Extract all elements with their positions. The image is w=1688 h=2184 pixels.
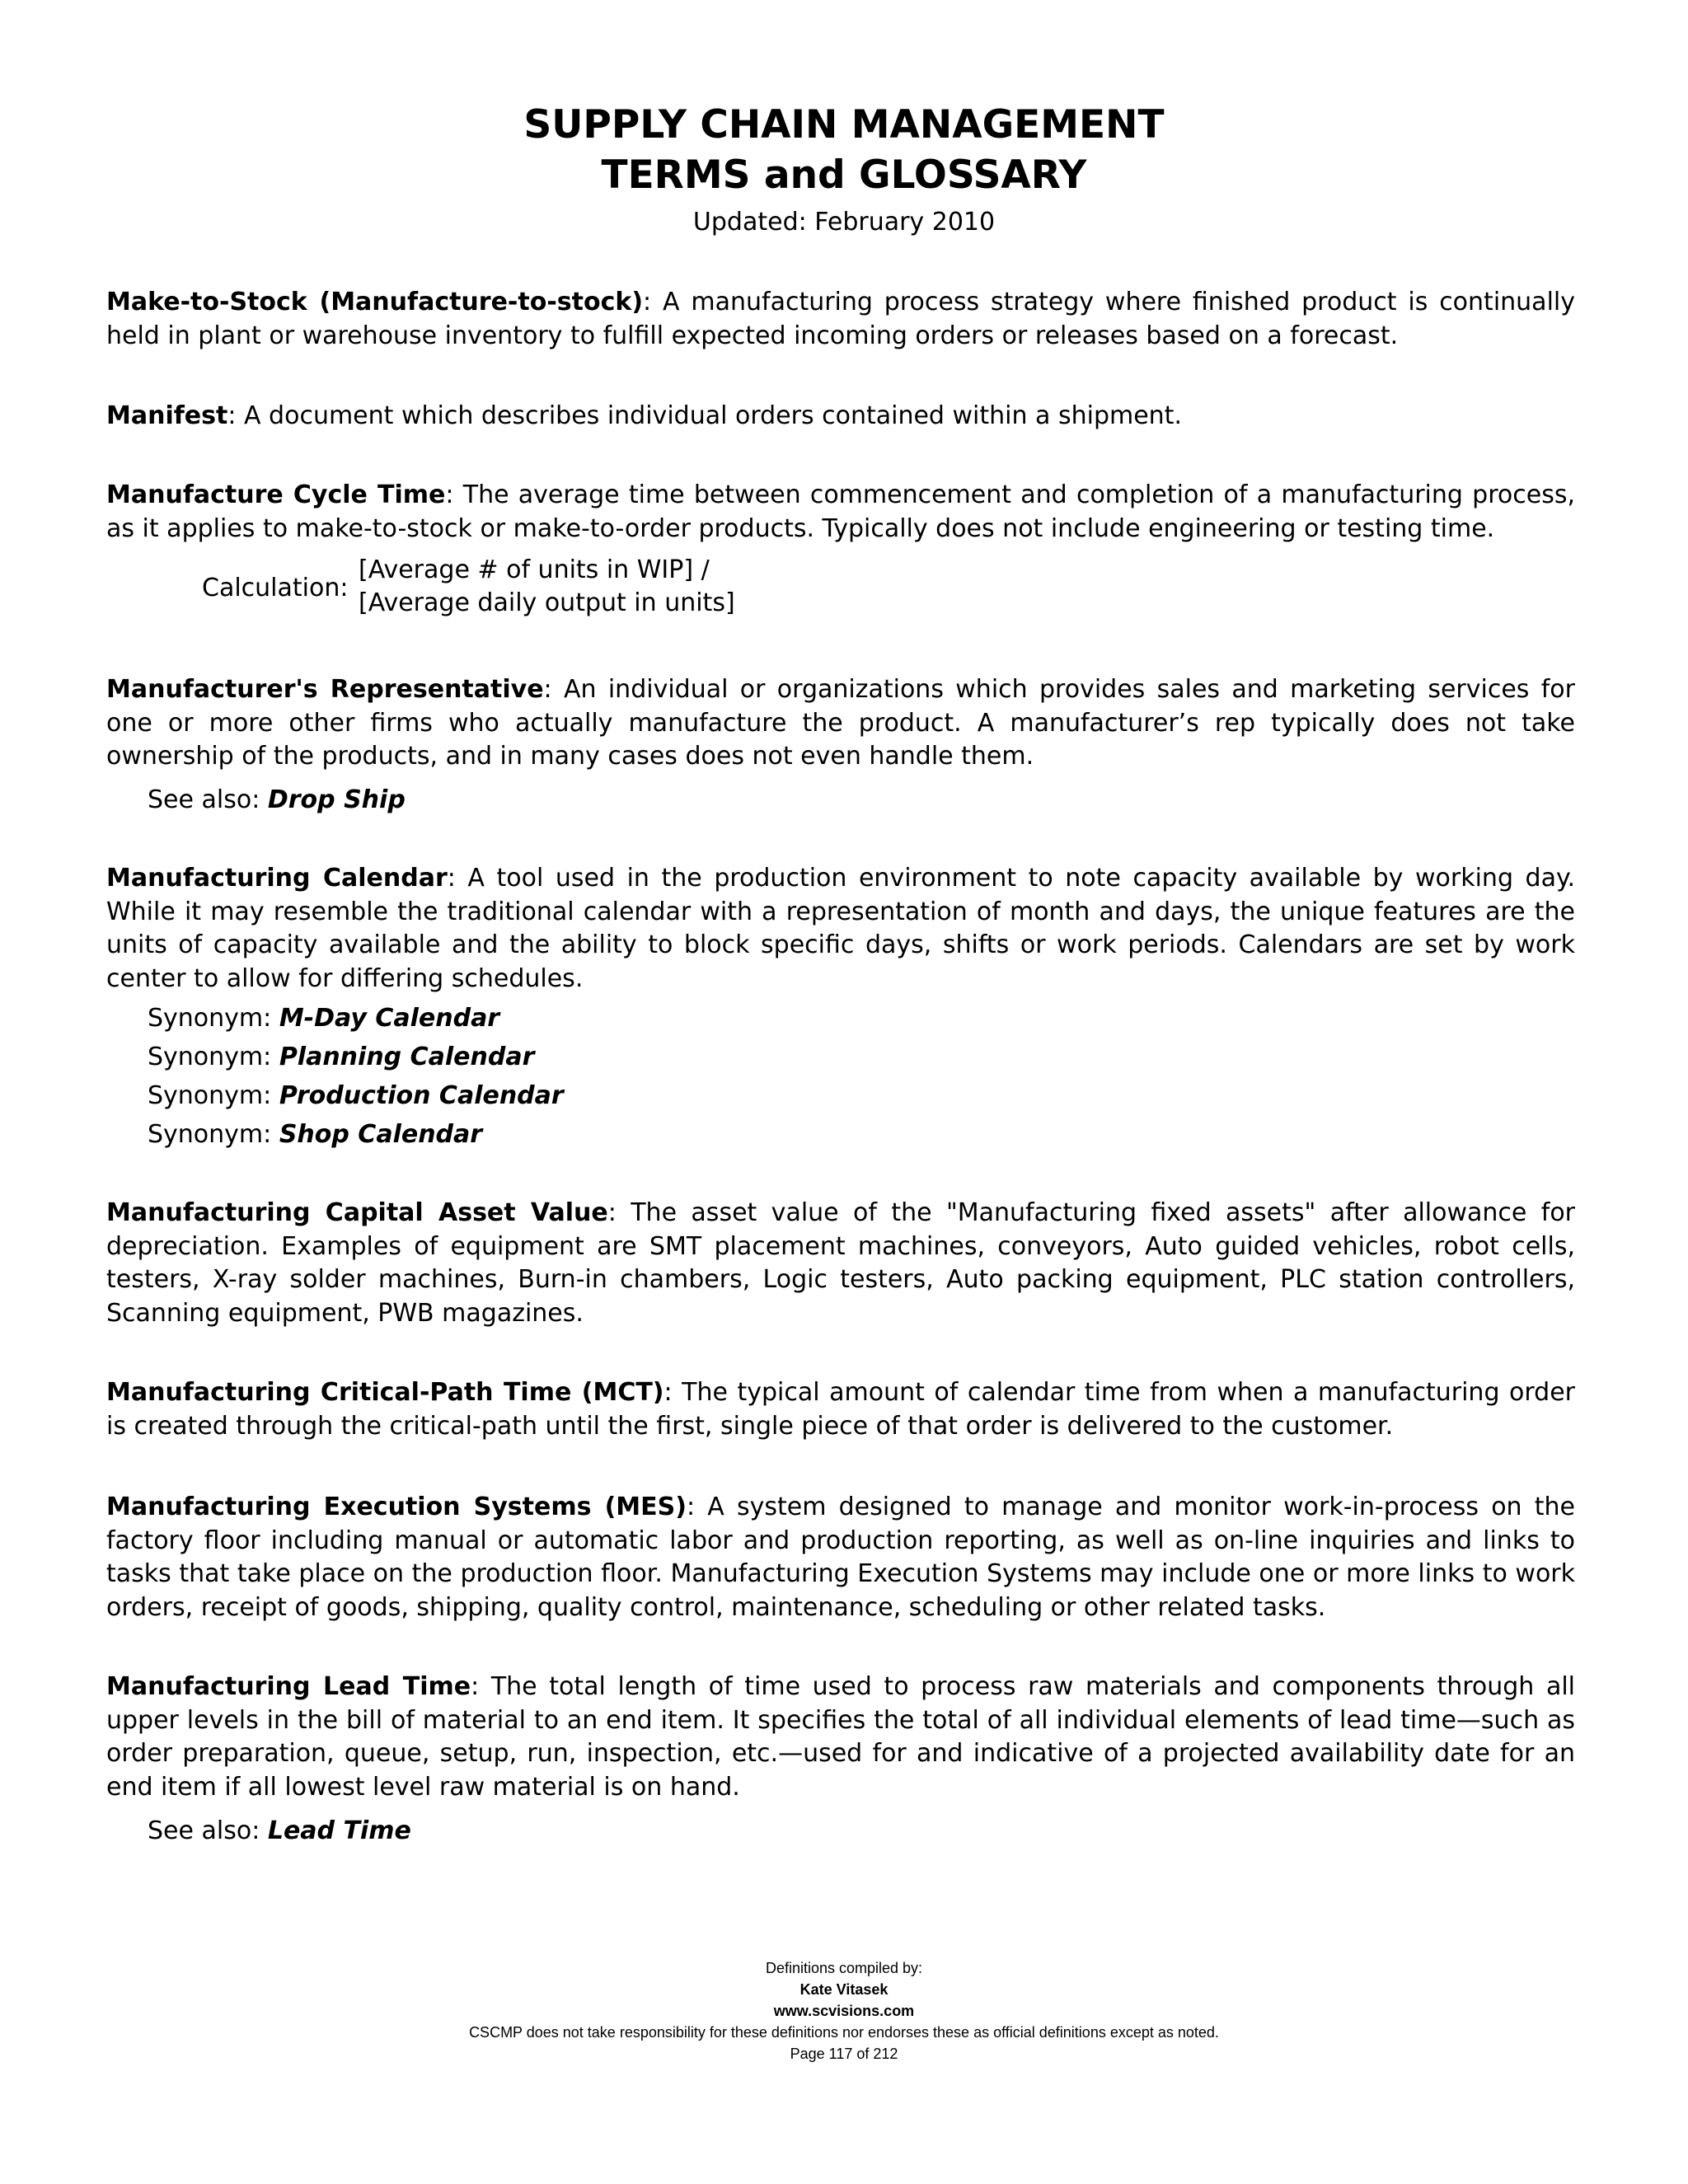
see-also [148,1815,411,1848]
glossary-entry-manufacturing-critical-path-time [106,1376,1575,1443]
synonym-link[interactable]: Production Calendar [279,1081,564,1110]
glossary-entry-manifest [106,400,1575,434]
glossary-entry-manufacturing-calendar [106,862,1575,996]
disclaimer: CSCMP does not take responsibility for these definitions nor endorses these as official definitions except as noted. [469,2024,1219,2041]
term: Manifest [106,401,228,430]
page-subtitle: TERMS and GLOSSARY [601,152,1087,198]
calculation-numerator: [Average # of units in WIP] / [359,555,710,584]
term: Manufacturer's Representative [106,675,544,704]
page-number: Page 117 of 212 [790,2046,898,2062]
page-title: SUPPLY CHAIN MANAGEMENT [523,102,1165,148]
glossary-entry-manufacturing-capital-asset-value [106,1197,1575,1330]
term: Manufacturing Calendar [106,864,448,893]
term: Manufacturing Capital Asset Value [106,1198,608,1227]
definition: : A tool used in the production environment to note capacity available by working day. While it may resemble the traditional calendar with a representation of month and days, the unique features are the units of capacity available and the ability to block specific days, shifts or work periods. Calendars are set by work center to allow for differing schedules. [106,864,1575,993]
glossary-entry-manufacturers-representative [106,673,1575,774]
definition: : The typical amount of calendar time from when a manufacturing order is created through the critical-path until the first, single piece of that order is delivered to the customer. [106,1378,1576,1441]
glossary-entry-make-to-stock [106,286,1575,353]
calculation-label: Calculation: [202,574,349,602]
definition: : An individual or organizations which provides sales and marketing services for one or more other firms who actually manufacture the product. A manufacturer’s rep typically does not take ownership of the products, and in many cases does not even handle them. [106,675,1575,771]
definition: : The total length of time used to process raw materials and components through all upper levels in the bill of material to an end item. It specifies the total of all individual elements of lead time—such as order preparation, queue, setup, run, inspection, etc.—used for and indicative of a projected availability date for an end item if all lowest level raw material is on hand. [106,1672,1575,1802]
synonym [148,1041,534,1074]
synonym-label: Synonym: [148,1120,279,1149]
synonym-label: Synonym: [148,1043,279,1071]
term: Manufacture Cycle Time [106,480,446,509]
term: Manufacturing Critical-Path Time (MCT) [106,1378,664,1407]
see-also-label: See also: [148,1816,268,1845]
calculation-formula [359,554,735,620]
synonym [148,1080,564,1113]
definition: : A system designed to manage and monitor work-in-process on the factory floor including manual or automatic labor and production reporting, as well as on-line inquiries and links to tasks that take place on the production floor. Manufacturing Execution Systems may include one or more links to work orders, receipt of goods, shipping, quality control, maintenance, scheduling or other related tasks. [106,1493,1575,1622]
see-also-link[interactable]: Lead Time [267,1816,411,1845]
glossary-entry-manufacturing-execution-systems [106,1491,1575,1624]
term: Manufacturing Execution Systems (MES) [106,1493,687,1521]
page-footer [0,1957,1688,2064]
glossary-entry-manufacturing-lead-time [106,1671,1575,1804]
synonym-label: Synonym: [148,1004,279,1033]
updated-date: Updated: February 2010 [692,208,996,237]
see-also [148,784,406,817]
term: Manufacturing Lead Time [106,1672,471,1701]
see-also-label: See also: [148,785,268,814]
author-name: Kate Vitasek [799,1981,889,1998]
definition: : A manufacturing process strategy where finished product is continually held in plant or warehouse inventory to fulfill expected incoming orders or releases based on a forecast. [106,288,1575,350]
calculation-denominator: [Average daily output in units] [359,588,735,617]
synonym-label: Synonym: [148,1081,279,1110]
synonym-link[interactable]: M-Day Calendar [279,1004,500,1033]
website-link[interactable]: www.scvisions.com [773,2003,915,2019]
term: Make-to-Stock (Manufacture-to-stock) [106,288,644,316]
definition: : The asset value of the "Manufacturing fixed assets" after allowance for depreciation. Examples of equipment are SMT placement machines, conveyors, Auto guided vehicles, robot cells, testers, X-ray solder machines, Burn-in chambers, Logic testers, Auto packing equipment, PLC station controllers, Scanning equipment, PWB magazines. [106,1198,1576,1328]
compiled-by: Definitions compiled by: [765,1960,923,1976]
synonym [148,1002,499,1035]
definition: : The average time between commencement and completion of a manufacturing process, as it applies to make-to-stock or make-to-order products. Typically does not include engineering or testing time. [106,480,1575,543]
synonym-link[interactable]: Shop Calendar [279,1120,483,1149]
glossary-entry-manufacture-cycle-time [106,479,1575,546]
definition: : A document which describes individual orders contained within a shipment. [227,401,1182,430]
see-also-link[interactable]: Drop Ship [267,785,406,814]
synonym-link[interactable]: Planning Calendar [279,1043,535,1071]
synonym [148,1118,482,1151]
